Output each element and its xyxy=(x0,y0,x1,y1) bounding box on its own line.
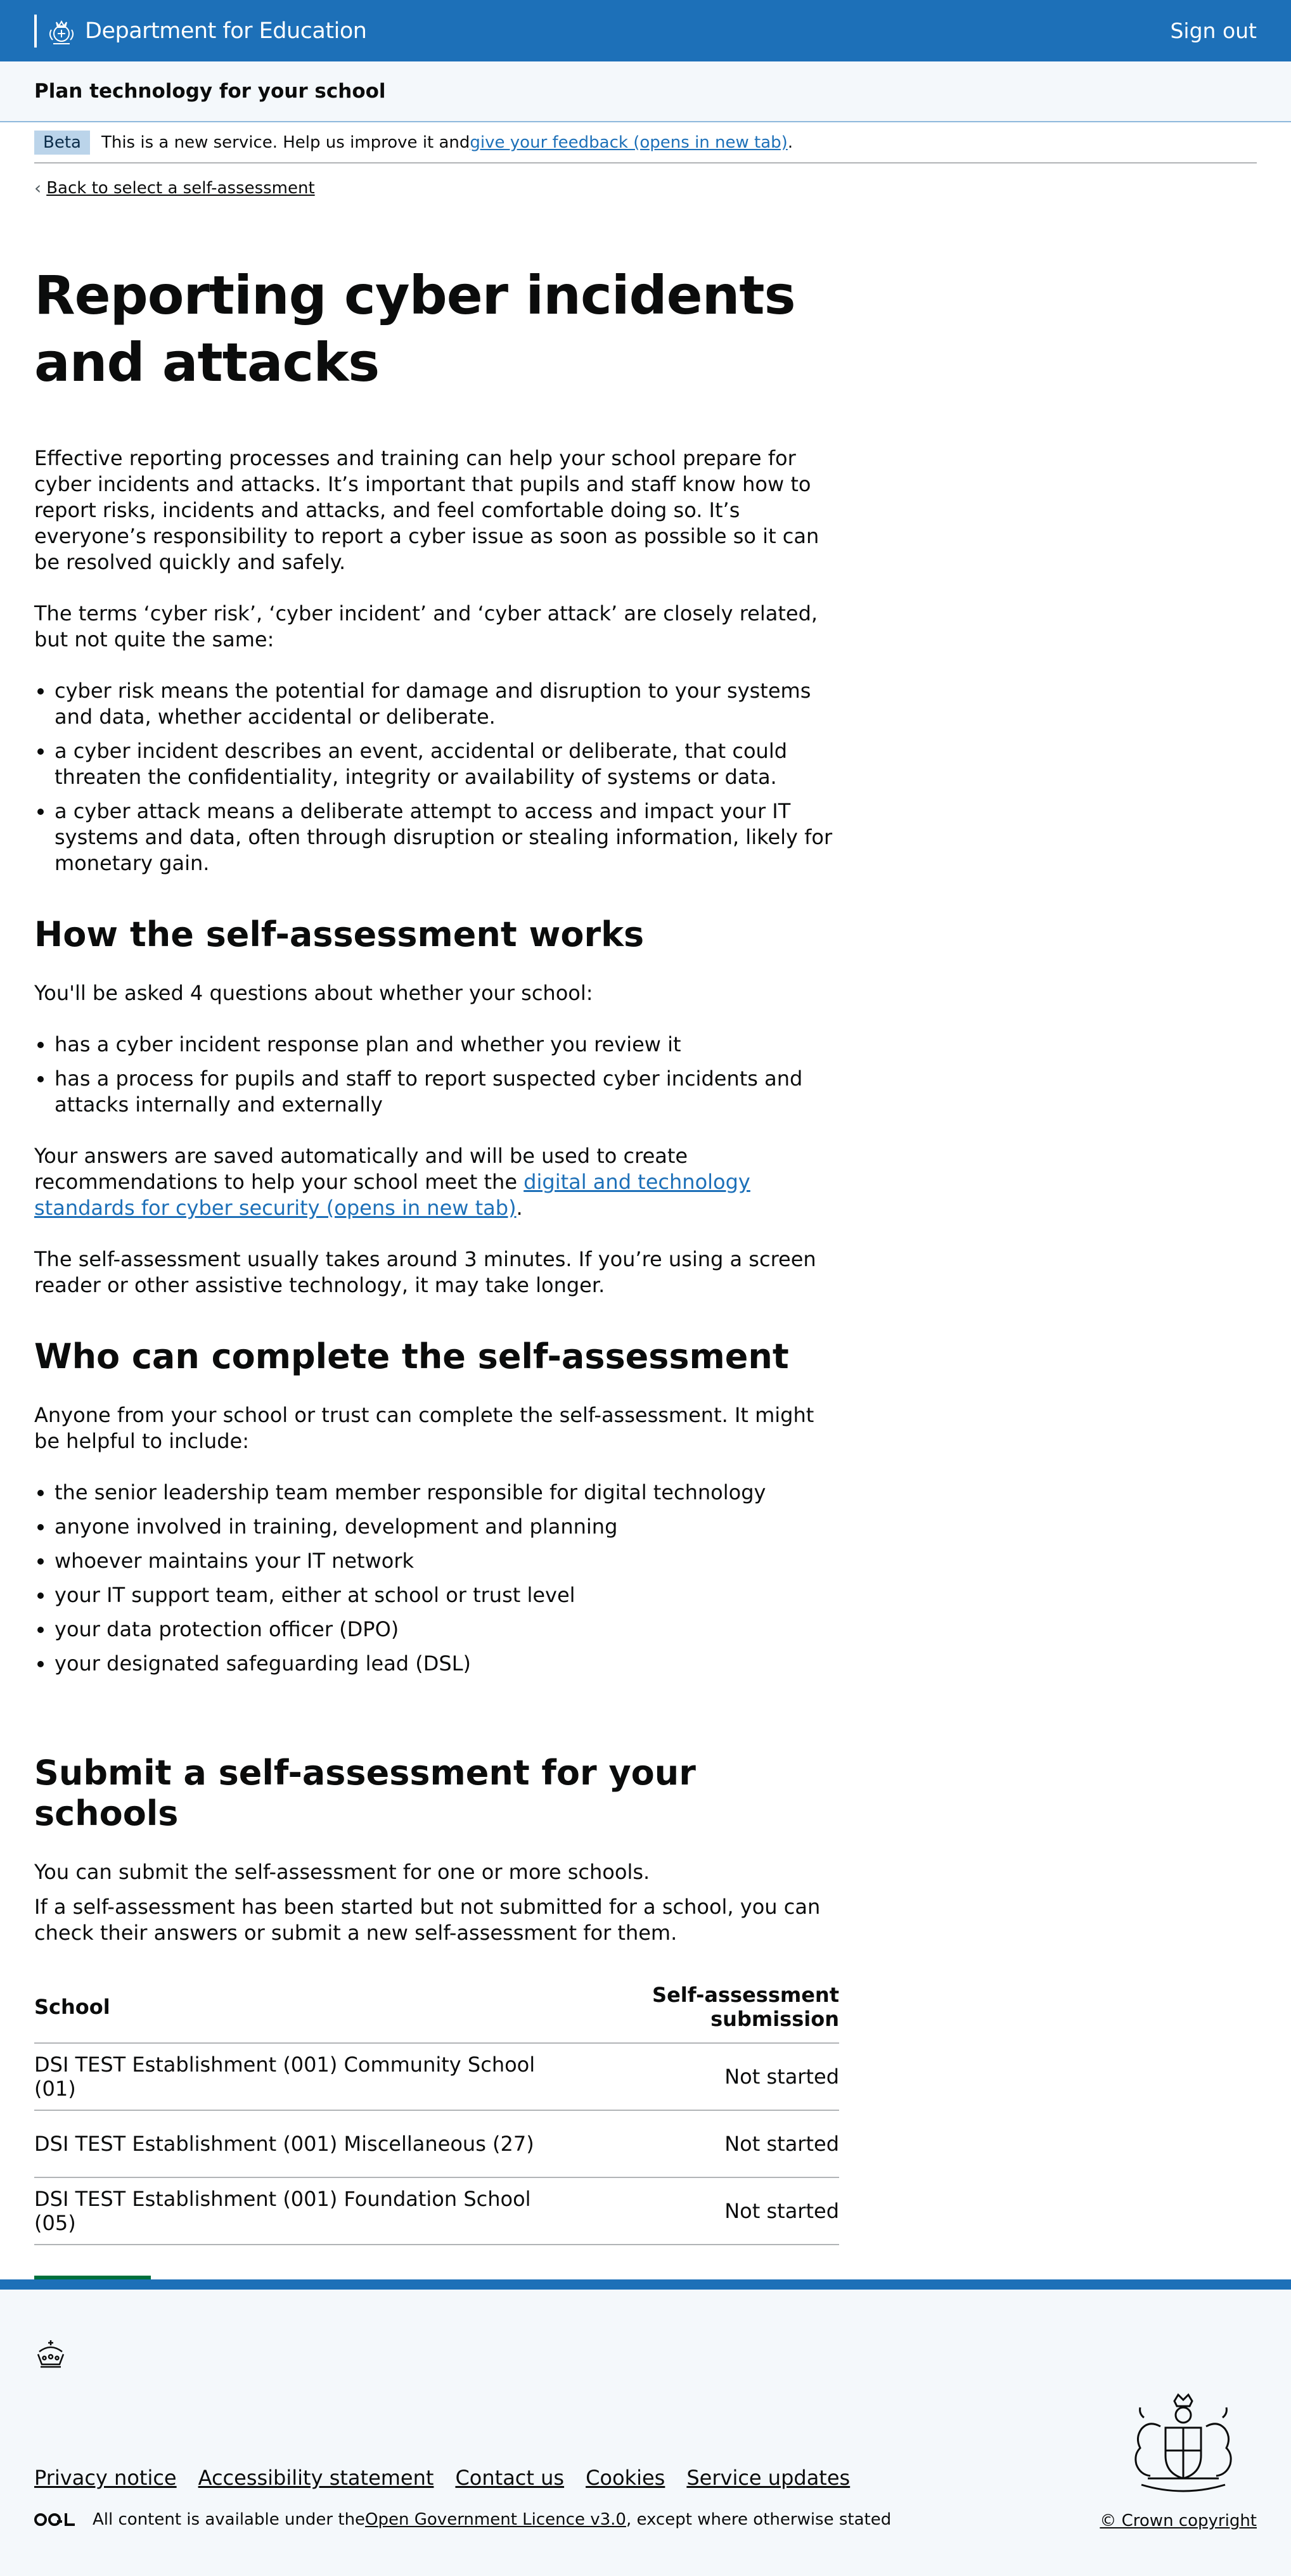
schools-table xyxy=(34,1983,839,2245)
site-footer xyxy=(0,2279,1291,2576)
how-paragraph: You'll be asked 4 questions about whether your school: xyxy=(34,981,593,1005)
privacy-notice-link[interactable]: Privacy notice xyxy=(34,2466,177,2490)
copyright xyxy=(1100,2511,1257,2530)
terms-intro: The terms ‘cyber risk’, ‘cyber incident’ and ‘cyber attack’ are closely related, but not quite the same: xyxy=(34,601,818,651)
table-header-row xyxy=(34,1983,839,2043)
licence-row xyxy=(34,2510,891,2529)
ogl-logo xyxy=(34,2512,76,2527)
service-navigation xyxy=(0,61,1291,122)
crest-icon xyxy=(46,15,77,48)
org-name: Department for Education xyxy=(85,18,367,44)
submission-status: Not started xyxy=(537,2177,839,2245)
royal-coat-of-arms xyxy=(1122,2390,1244,2496)
ogl-link[interactable]: Open Government Licence v3.0 xyxy=(365,2510,626,2529)
list-item: • your designated safeguarding lead (DSL) xyxy=(55,1651,839,1677)
phase-text-end: . xyxy=(787,132,793,152)
who-list xyxy=(55,1480,839,1677)
contact-us-link[interactable]: Contact us xyxy=(455,2466,565,2490)
page-title: Reporting cyber incidents and attacks xyxy=(34,264,795,394)
licence-text: All content is available under the xyxy=(93,2510,366,2529)
submission-status: Not started xyxy=(537,2110,839,2177)
phase-banner xyxy=(34,122,1257,163)
submit-paragraph-2: If a self-assessment has been started but not submitted for a school, you can check their answers or submit a new self-assessment for them. xyxy=(34,1895,821,1945)
table-row xyxy=(34,2177,839,2245)
sign-out-link[interactable]: Sign out xyxy=(1170,18,1257,43)
list-item: • a cyber attack means a deliberate attempt to access and impact your IT systems and data, often through disruption or stealing information, likely for monetary gain. xyxy=(55,798,839,876)
school-name: DSI TEST Establishment (001) Community School (01) xyxy=(34,2043,537,2110)
who-paragraph: Anyone from your school or trust can complete the self-assessment. It might be helpful to include: xyxy=(34,1403,814,1453)
service-name[interactable]: Plan technology for your school xyxy=(34,80,386,103)
footer-links xyxy=(34,2466,850,2490)
list-item: • your IT support team, either at school or trust level xyxy=(55,1582,839,1608)
list-item: • anyone involved in training, development and planning xyxy=(55,1514,839,1540)
crown-copyright-link[interactable]: © Crown copyright xyxy=(1100,2511,1257,2530)
table-row xyxy=(34,2043,839,2110)
school-column-header: School xyxy=(34,1983,537,2043)
beta-tag: Beta xyxy=(34,131,90,155)
answers-text: Your answers are saved automatically and will be used to create recommendations to help your school meet the xyxy=(34,1144,688,1194)
cookies-link[interactable]: Cookies xyxy=(586,2466,665,2490)
phase-text: This is a new service. Help us improve it and xyxy=(101,132,470,152)
list-item: • whoever maintains your IT network xyxy=(55,1548,839,1574)
site-header xyxy=(0,0,1291,61)
feedback-link[interactable]: give your feedback (opens in new tab) xyxy=(470,132,788,152)
back-link[interactable]: Back to select a self-assessment xyxy=(46,178,315,198)
how-heading: How the self-assessment works xyxy=(34,914,645,954)
crown-icon xyxy=(34,2338,67,2369)
service-updates-link[interactable]: Service updates xyxy=(686,2466,851,2490)
submit-heading: Submit a self-assessment for your schools xyxy=(34,1753,696,1833)
list-item: • your data protection officer (DPO) xyxy=(55,1617,839,1643)
list-item: • has a cyber incident response plan and whether you review it xyxy=(55,1032,839,1058)
submission-status: Not started xyxy=(537,2043,839,2110)
dfe-logo-link[interactable] xyxy=(34,15,366,48)
accessibility-statement-link[interactable]: Accessibility statement xyxy=(198,2466,434,2490)
answers-paragraph xyxy=(34,1143,839,1221)
licence-text-end: , except where otherwise stated xyxy=(626,2510,892,2529)
who-heading: Who can complete the self-assessment xyxy=(34,1336,789,1376)
terms-list xyxy=(55,678,839,876)
standards-link[interactable]: digital and technology standards for cyber security (opens in new tab) xyxy=(34,1170,750,1220)
back-link-row xyxy=(34,177,1257,198)
how-list xyxy=(55,1032,839,1118)
intro-paragraph: Effective reporting processes and training can help your school prepare for cyber incidents and attacks. It’s important that pupils and staff know how to report risks, incidents and attacks, and feel comfortable doing so. It’s everyone’s responsibility to report a cyber issue as soon as possible so it can be resolved quickly and safely. xyxy=(34,446,819,574)
answers-text-end: . xyxy=(516,1196,523,1220)
school-name: DSI TEST Establishment (001) Miscellaneous (27) xyxy=(34,2110,537,2177)
submission-column-header: Self-assessment submission xyxy=(537,1983,839,2043)
school-name: DSI TEST Establishment (001) Foundation School (05) xyxy=(34,2177,537,2245)
main-content xyxy=(34,262,839,2317)
duration-paragraph: The self-assessment usually takes around 3 minutes. If you’re using a screen reader or other assistive technology, it may take longer. xyxy=(34,1247,816,1297)
list-item: • a cyber incident describes an event, accidental or deliberate, that could threaten the confidentiality, integrity or availability of systems or data. xyxy=(55,738,839,790)
brand-divider xyxy=(34,15,37,48)
submit-paragraph-1: You can submit the self-assessment for one or more schools. xyxy=(34,1860,650,1884)
chevron-left-icon: ‹ xyxy=(34,177,42,198)
list-item: • cyber risk means the potential for damage and disruption to your systems and data, whether accidental or deliberate. xyxy=(55,678,839,730)
list-item: • has a process for pupils and staff to report suspected cyber incidents and attacks internally and externally xyxy=(55,1066,839,1118)
list-item: • the senior leadership team member responsible for digital technology xyxy=(55,1480,839,1506)
table-row xyxy=(34,2110,839,2177)
